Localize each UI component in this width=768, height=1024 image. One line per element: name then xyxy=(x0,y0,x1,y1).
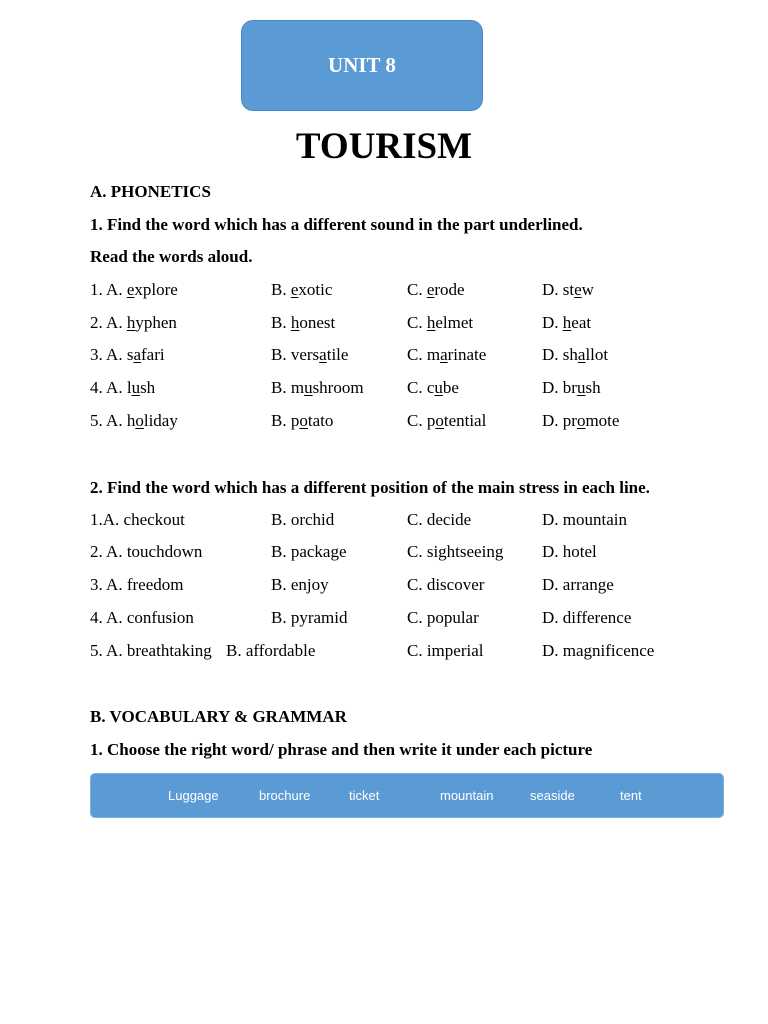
option-b: B. honest xyxy=(271,313,336,332)
underlined-letter: u xyxy=(304,378,313,397)
option-b: B. pyramid xyxy=(271,608,348,627)
word-bank-item: seaside xyxy=(530,788,575,803)
option-d: D. arrange xyxy=(542,575,614,594)
underlined-letter: o xyxy=(435,411,444,430)
option-d: D. stew xyxy=(542,280,594,299)
exercise-1-instruction-2: Read the words aloud. xyxy=(90,247,253,266)
underlined-letter: u xyxy=(131,378,141,397)
option-c: C. marinate xyxy=(407,345,487,364)
word-bank-item: ticket xyxy=(349,788,380,803)
option-a: 2. A. touchdown xyxy=(90,542,203,561)
section-b-heading: B. VOCABULARY & GRAMMAR xyxy=(90,707,347,726)
vocabulary-instruction: 1. Choose the right word/ phrase and then write it under each picture xyxy=(90,740,593,759)
option-c: C. imperial xyxy=(407,641,484,660)
underlined-letter: a xyxy=(133,345,142,364)
exercise-2-instruction: 2. Find the word which has a different position of the main stress in each line. xyxy=(90,478,650,497)
option-a: 1. A. explore xyxy=(90,280,178,299)
option-c: C. decide xyxy=(407,510,472,529)
phonetics-question-2 xyxy=(0,312,768,334)
option-b: B. enjoy xyxy=(271,575,329,594)
exercise-1-instruction: 1. Find the word which has a different sound in the part underlined. xyxy=(90,215,583,234)
unit-label: UNIT 8 xyxy=(328,53,396,77)
stress-question-4 xyxy=(0,607,768,629)
option-d: D. difference xyxy=(542,608,632,627)
option-a: 1.A. checkout xyxy=(90,510,185,529)
stress-question-3 xyxy=(0,574,768,596)
underlined-letter: o xyxy=(299,411,308,430)
underlined-letter: u xyxy=(576,378,586,397)
option-b: B. orchid xyxy=(271,510,335,529)
option-d: D. brush xyxy=(542,378,601,397)
underlined-letter: o xyxy=(135,411,144,430)
phonetics-question-3 xyxy=(0,344,768,366)
underlined-letter: a xyxy=(577,345,586,364)
option-c: C. popular xyxy=(407,608,479,627)
page-title: TOURISM xyxy=(295,126,473,167)
option-d: D. magnificence xyxy=(542,641,655,660)
underlined-letter: h xyxy=(426,313,436,332)
phonetics-question-5 xyxy=(0,410,768,432)
option-c: C. erode xyxy=(407,280,465,299)
option-b: B. affordable xyxy=(226,641,316,660)
unit-badge xyxy=(241,20,483,111)
underlined-letter: e xyxy=(426,280,435,299)
word-bank-item: Luggage xyxy=(168,788,219,803)
phonetics-question-4 xyxy=(0,377,768,399)
option-d: D. promote xyxy=(542,411,620,430)
option-b: B. exotic xyxy=(271,280,333,299)
option-c: C. sightseeing xyxy=(407,542,504,561)
stress-question-5 xyxy=(0,640,768,662)
stress-question-1 xyxy=(0,509,768,531)
phonetics-question-1 xyxy=(0,279,768,301)
word-bank-item: tent xyxy=(620,788,642,803)
underlined-letter: a xyxy=(319,345,327,364)
option-d: D. hotel xyxy=(542,542,597,561)
underlined-letter: a xyxy=(440,345,448,364)
option-a: 3. A. freedom xyxy=(90,575,184,594)
option-a: 5. A. breathtaking xyxy=(90,641,212,660)
option-b: B. versatile xyxy=(271,345,349,364)
underlined-letter: h xyxy=(290,313,300,332)
option-d: D. mountain xyxy=(542,510,627,529)
option-a: 5. A. holiday xyxy=(90,411,178,430)
word-bank-item: brochure xyxy=(259,788,311,803)
underlined-letter: u xyxy=(434,378,443,397)
option-a: 3. A. safari xyxy=(90,345,165,364)
underlined-letter: h xyxy=(562,313,572,332)
underlined-letter: h xyxy=(126,313,136,332)
option-a: 4. A. lush xyxy=(90,378,156,397)
option-c: C. potential xyxy=(407,411,487,430)
option-b: B. potato xyxy=(271,411,334,430)
option-d: D. shallot xyxy=(542,345,609,364)
option-b: B. package xyxy=(271,542,347,561)
option-c: C. cube xyxy=(407,378,459,397)
option-b: B. mushroom xyxy=(271,378,364,397)
option-c: C. helmet xyxy=(407,313,474,332)
word-bank xyxy=(90,773,724,818)
option-a: 2. A. hyphen xyxy=(90,313,177,332)
option-d: D. heat xyxy=(542,313,592,332)
word-bank-item: mountain xyxy=(440,788,494,803)
option-a: 4. A. confusion xyxy=(90,608,194,627)
underlined-letter: e xyxy=(290,280,299,299)
section-a-heading: A. PHONETICS xyxy=(90,182,211,201)
stress-question-2 xyxy=(0,541,768,563)
underlined-letter: e xyxy=(574,280,582,299)
underlined-letter: o xyxy=(576,411,586,430)
underlined-letter: e xyxy=(126,280,135,299)
option-c: C. discover xyxy=(407,575,485,594)
